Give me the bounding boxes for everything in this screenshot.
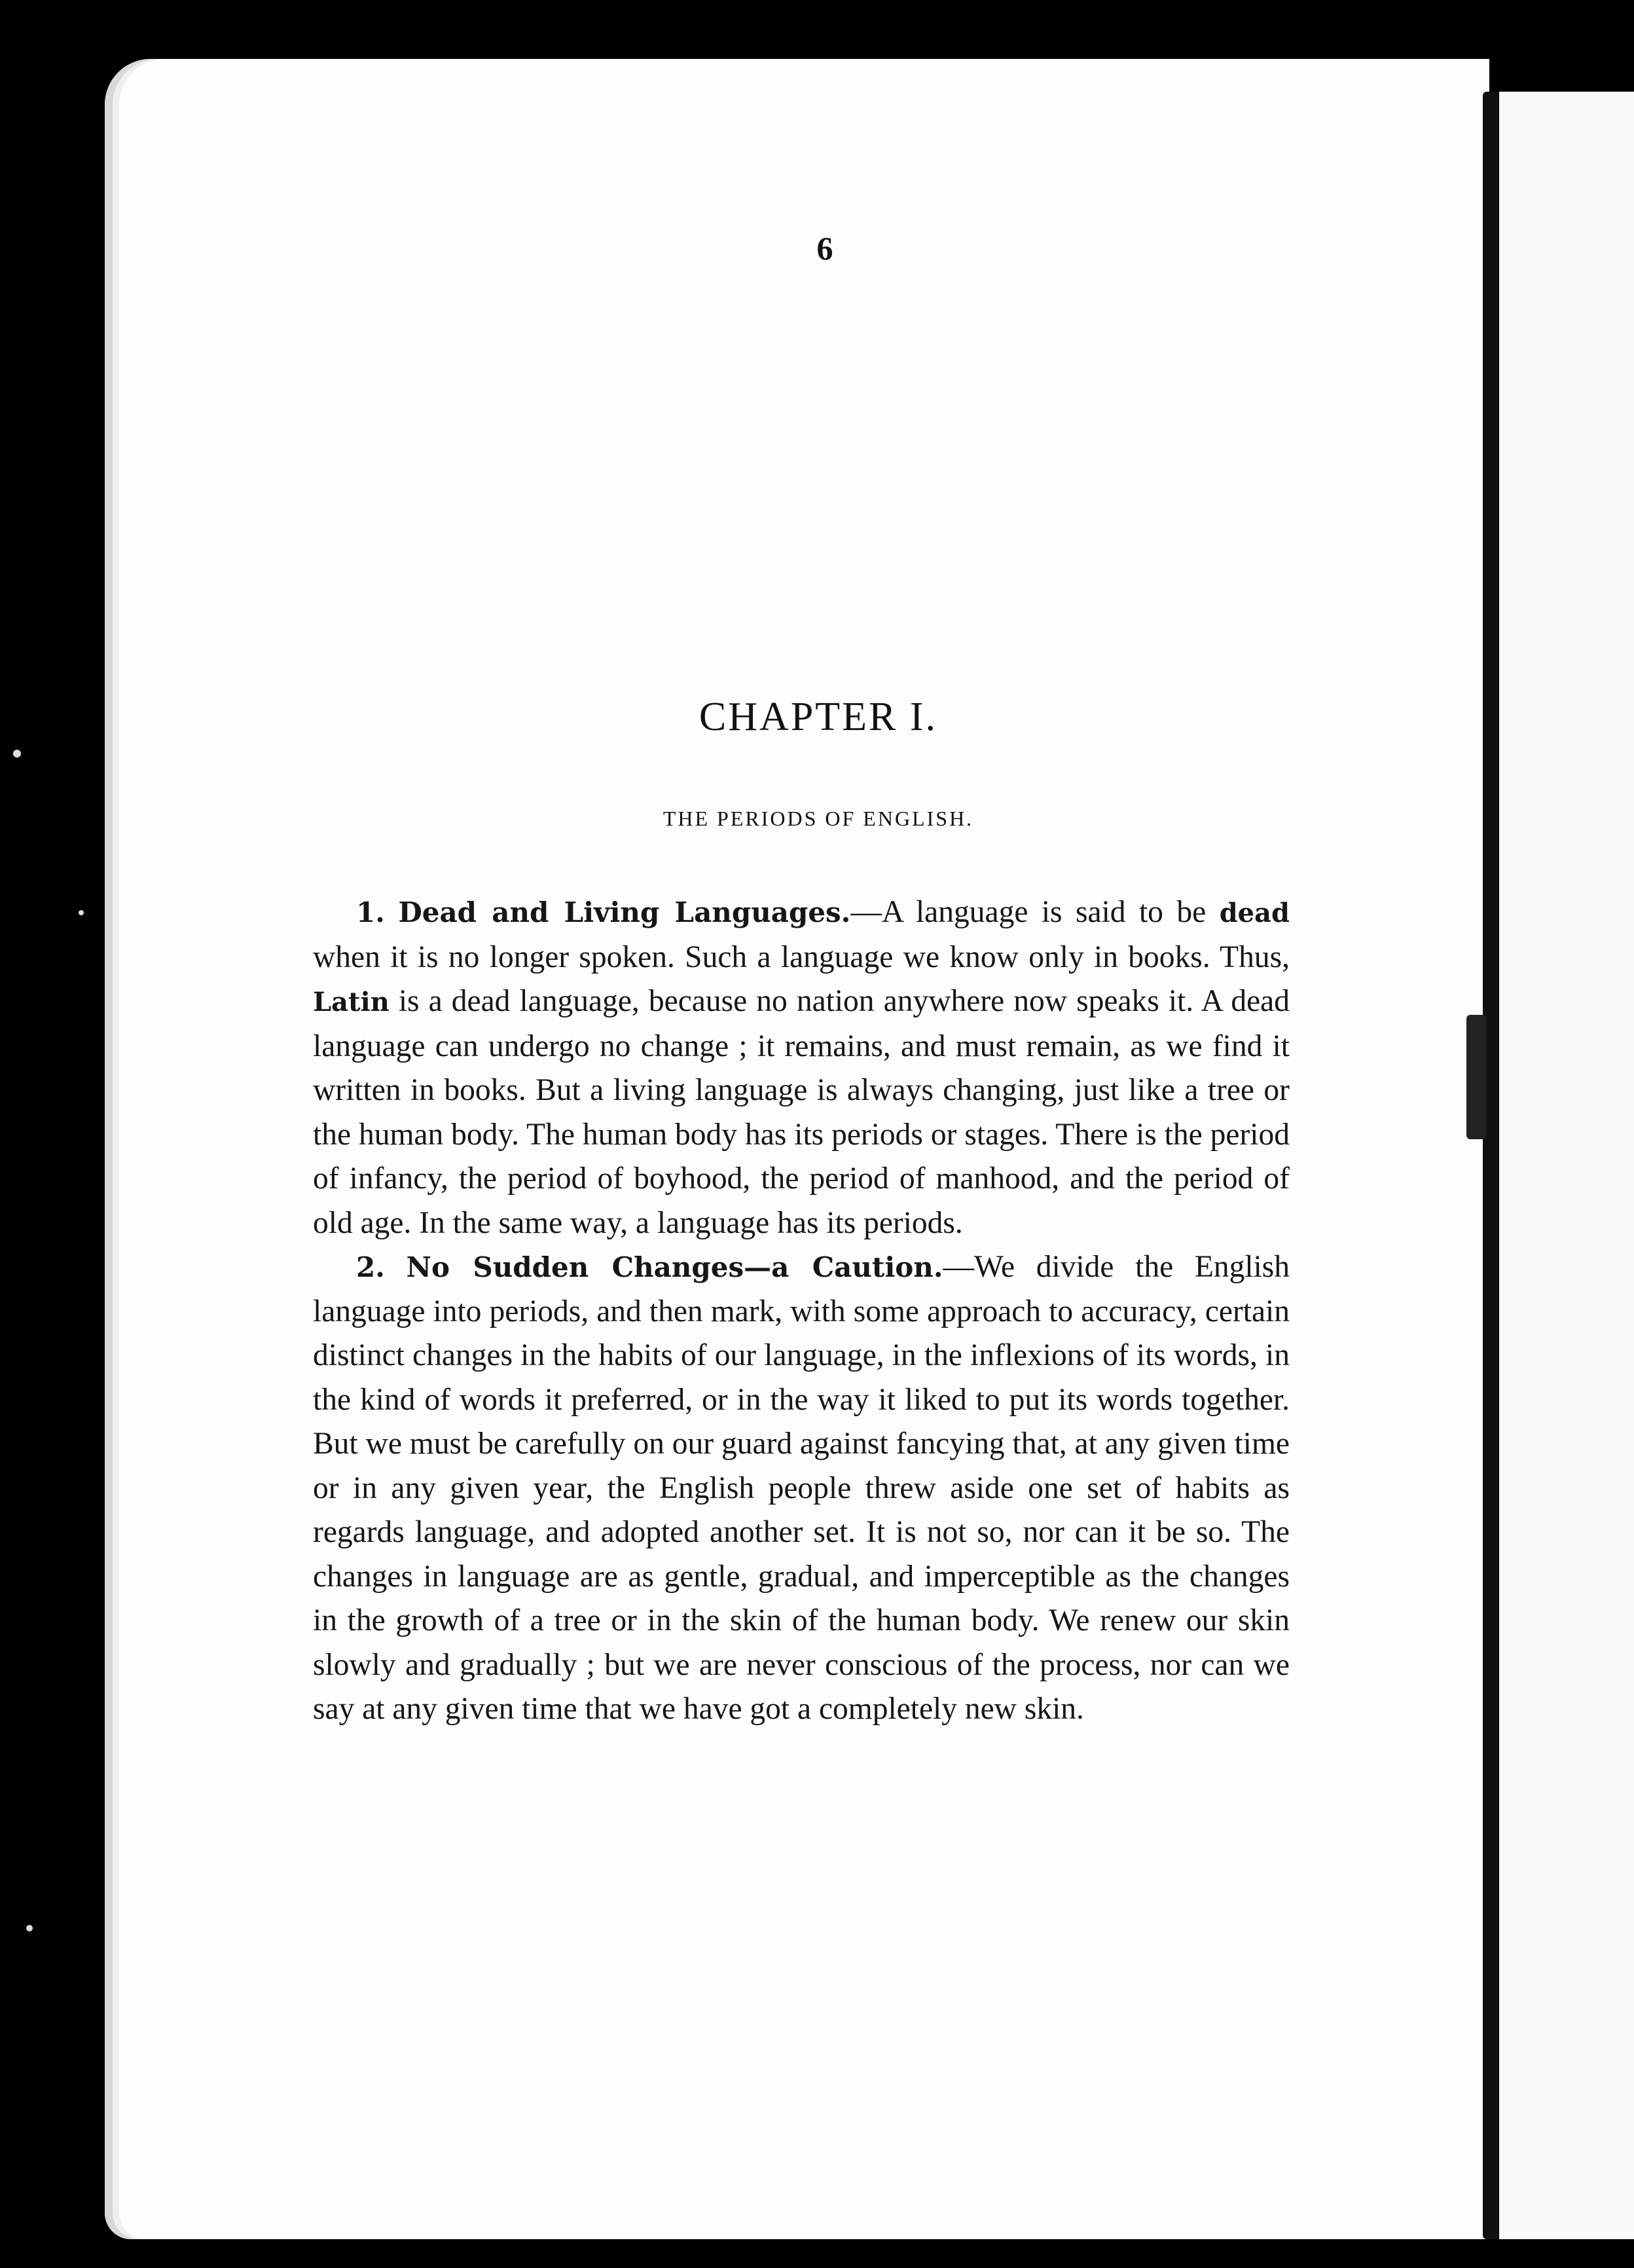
scan-speck — [13, 750, 21, 758]
page-gutter — [1483, 92, 1498, 2239]
bold-term-dead: dead — [1219, 898, 1290, 928]
paragraph-text: A language is said to be — [881, 895, 1220, 929]
page-number: 6 — [816, 230, 833, 266]
heading-dash: — — [850, 895, 882, 929]
section-heading: Dead and Living Languages. — [398, 896, 851, 928]
scan-speck — [26, 1925, 33, 1931]
binding-tab — [1466, 1015, 1486, 1139]
section-heading: No Sudden Changes—a Caution. — [406, 1251, 943, 1283]
scan-speck — [79, 910, 84, 915]
paragraph-dead-and-living-languages — [313, 890, 1290, 1245]
paragraph-text: when it is no longer spoken. Such a language we know only in books. Thus, — [313, 940, 1290, 974]
chapter-heading: CHAPTER I. — [699, 695, 938, 739]
section-number: 1. — [356, 896, 385, 928]
heading-dash: — — [943, 1250, 974, 1284]
section-number: 2. — [356, 1251, 385, 1283]
adjacent-page-edge — [1499, 92, 1634, 2239]
body-text — [313, 890, 1290, 1732]
bold-term-latin: Latin — [313, 987, 390, 1017]
paragraph-no-sudden-changes — [313, 1245, 1290, 1732]
chapter-subtitle: THE PERIODS OF ENGLISH. — [663, 807, 974, 830]
paragraph-text: is a dead language, because no nation anywhere now speaks it. A dead language can undergo no change ; it remains, and must remain, as we find it written in books. But a living language is always changing, just like a tree or the human body. The human body has its periods or stages. There is the period of infancy, the period of boyhood, the period of manhood, and the period of old age. In the same way, a language has its periods. — [313, 984, 1290, 1240]
paragraph-text: We divide the English language into periods, and then mark, with some approach to accuracy, certain distinct changes in the habits of our language, in the inflexions of its words, in the kind of words it preferred, or in the way it liked to put its words together. But we must be carefully on our guard against fancying that, at any given time or in any given year, the English people threw aside one set of habits as regards language, and adopted another set. It is not so, nor can it be so. The changes in language are as gentle, gradual, and imperceptible as the changes in the growth of a tree or in the skin of the human body. We renew our skin slowly and gradually ; but we are never conscious of the process, nor can we say at any given time that we have got a completely new skin. — [313, 1250, 1290, 1726]
